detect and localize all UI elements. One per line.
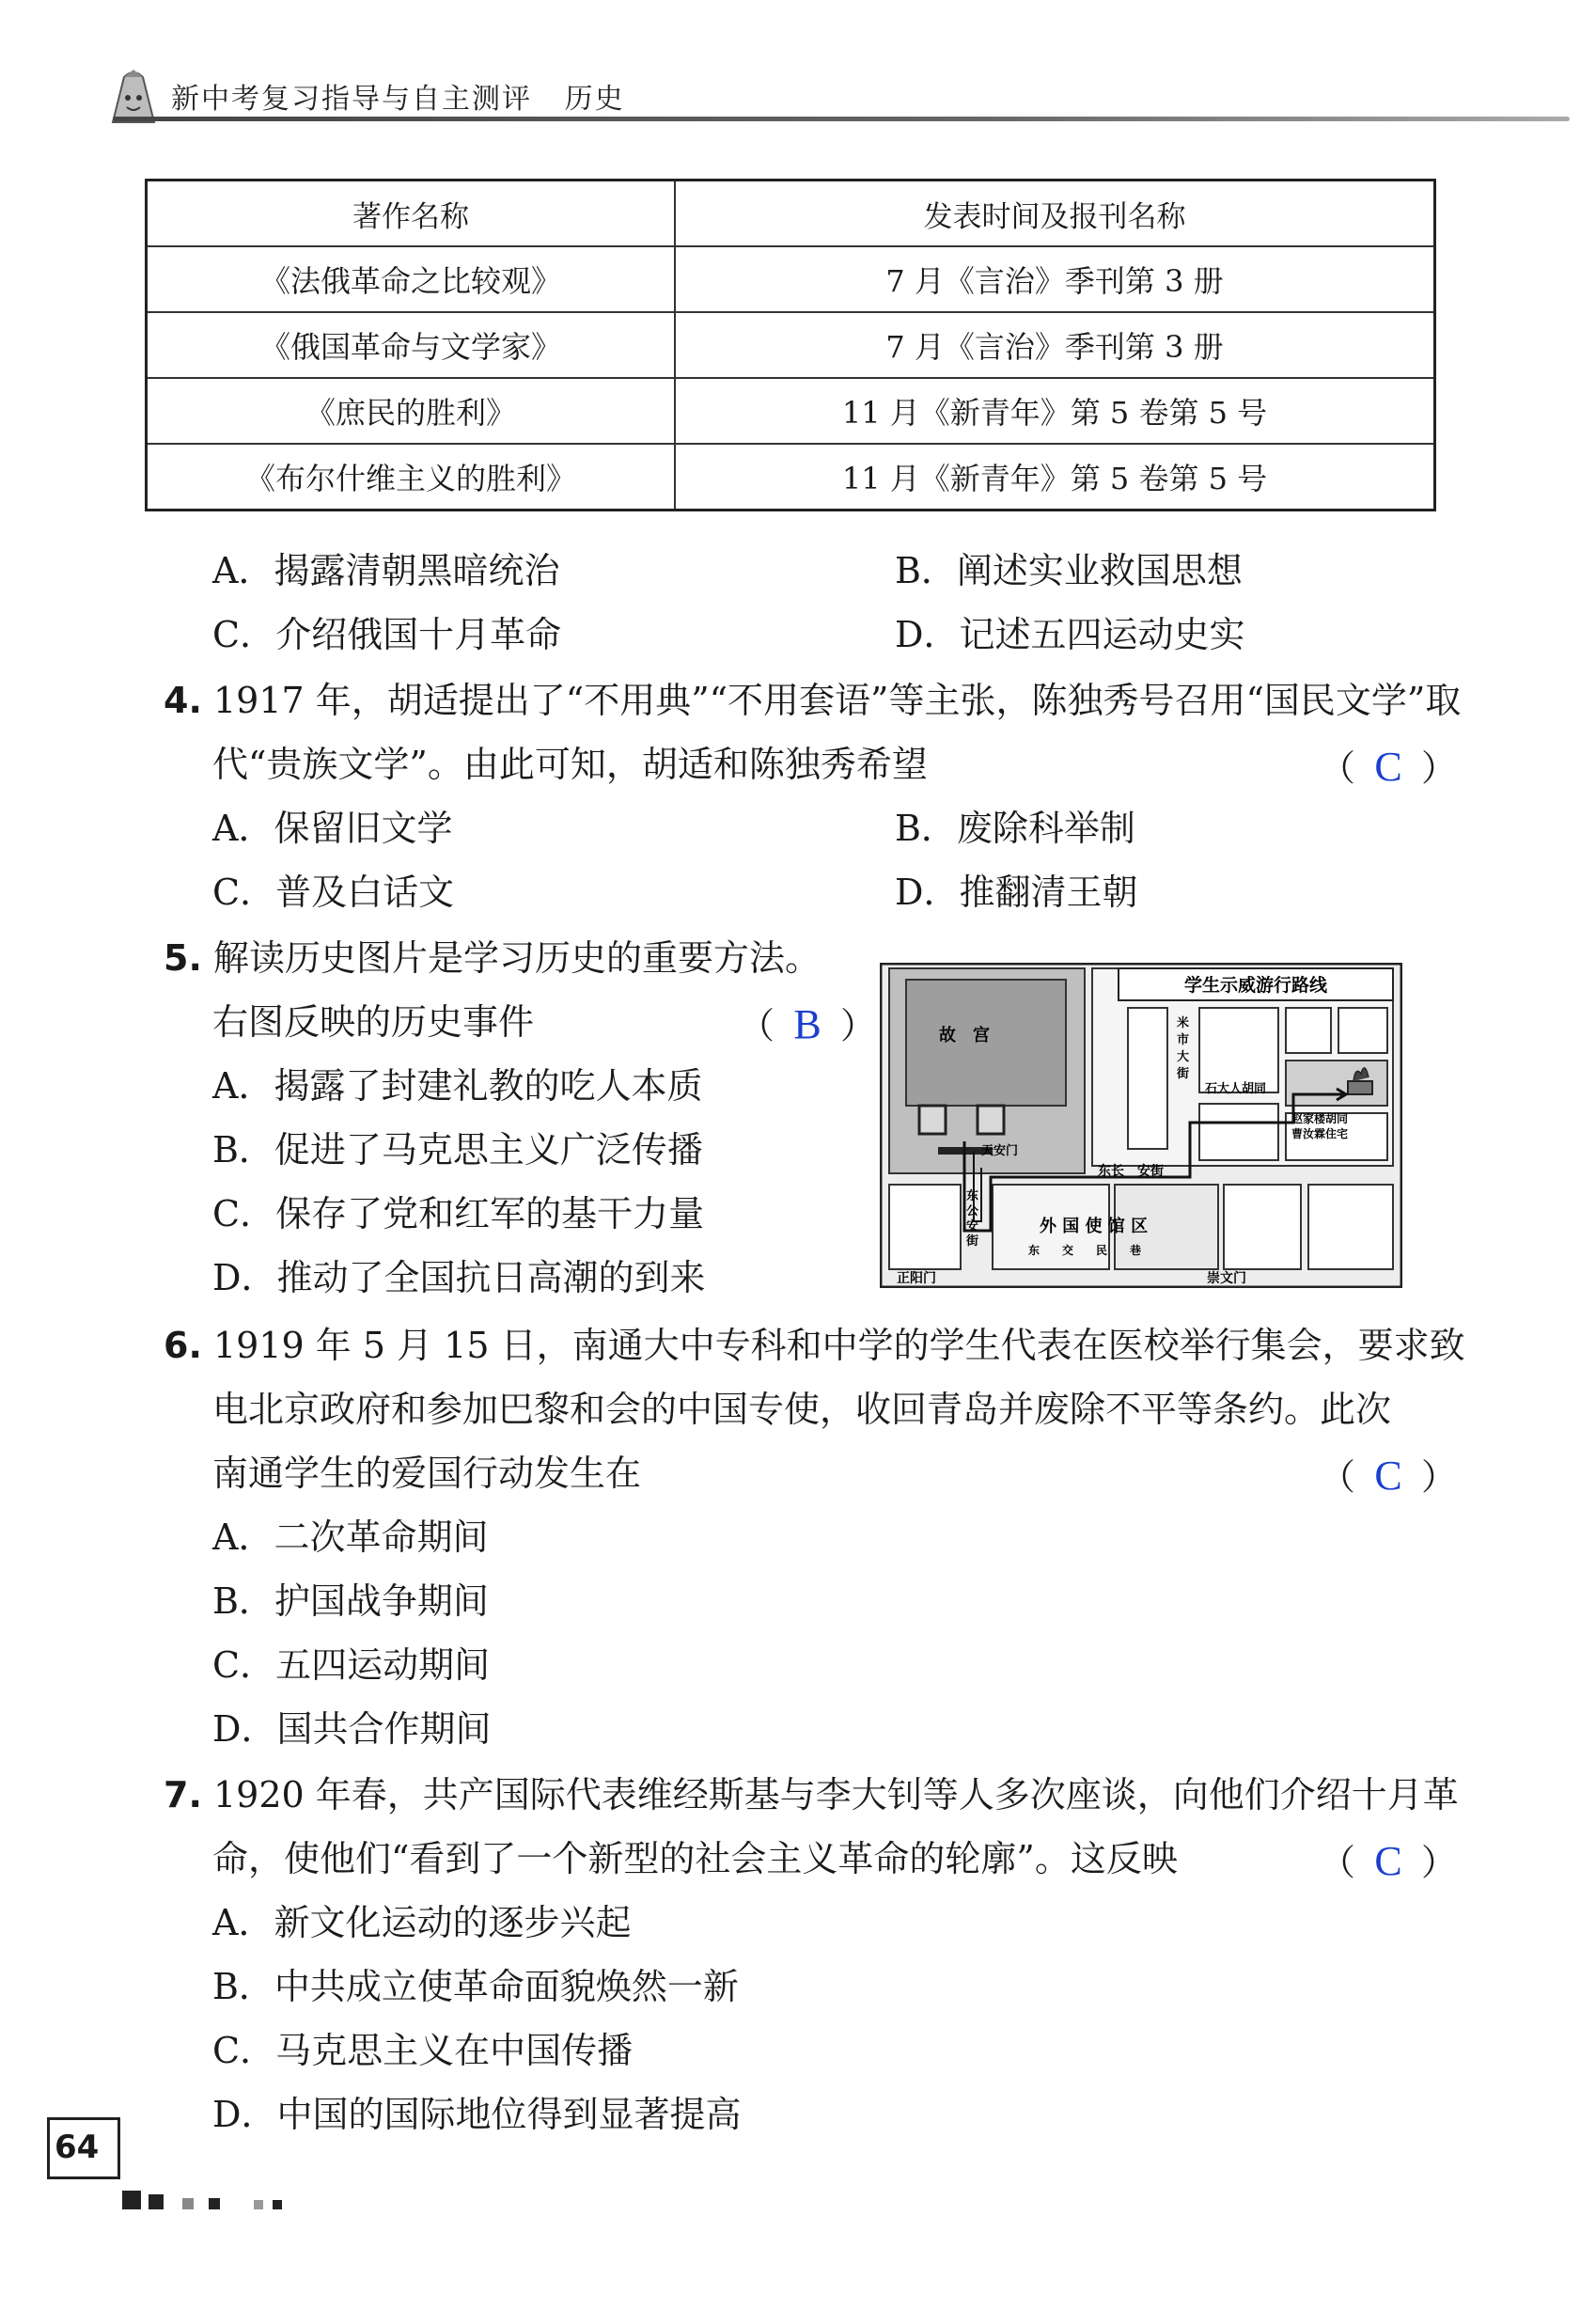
paren-open: （ (739, 1005, 775, 1046)
q4-option-c: C．普及白话文 (212, 872, 455, 913)
block (1286, 1008, 1331, 1053)
table-cell: 11 月《新青年》第 5 卷第 5 号 (675, 378, 1435, 444)
subject-label: 历史 (564, 83, 625, 116)
donggong-char: 东 (966, 1189, 979, 1203)
map-title: 学生示威游行路线 (1183, 975, 1328, 996)
table-cell: 7 月《言治》季刊第 3 册 (675, 312, 1435, 378)
dongchang-street-label: 东长 安街 (1098, 1164, 1164, 1179)
q5-option-c: C．保存了党和红军的基干力量 (212, 1193, 705, 1234)
table-cell: 《布尔什维主义的胜利》 (147, 444, 676, 511)
block (1308, 1185, 1393, 1269)
table-cell: 《法俄革命之比较观》 (147, 246, 676, 312)
q5-option-b: B．促进了马克思主义广泛传播 (212, 1129, 703, 1171)
paren-open: （ (1320, 1456, 1356, 1498)
q6-answer-bracket (1320, 1455, 1457, 1497)
block (1199, 1104, 1278, 1160)
q3-option-b: B．阐述实业救国思想 (895, 550, 1243, 591)
q3-option-a: A．揭露清朝黑暗统治 (212, 550, 560, 591)
q4-number: 4. (164, 680, 202, 721)
donggong-char: 街 (966, 1234, 979, 1249)
paren-close: ） (1421, 1456, 1458, 1498)
q6-text: 1919 年 5 月 15 日，南通大中专科和中学的学生代表在医校举行集会，要求致 (212, 1325, 1465, 1366)
q5-text: 解读历史图片是学习历史的重要方法。 (212, 937, 821, 979)
mishi-char: 市 (1177, 1033, 1190, 1047)
table-cell: 7 月《言治》季刊第 3 册 (675, 246, 1435, 312)
q7-stem-line2: 命，使他们“看到了一个新型的社会主义革命的轮廓”。这反映 (212, 1838, 1178, 1879)
q6-option-d: D．国共合作期间 (212, 1708, 492, 1750)
chongwen-gate-label: 崇文门 (1207, 1271, 1246, 1286)
paren-open: （ (1320, 747, 1356, 789)
q4-option-d: D．推翻清王朝 (895, 872, 1138, 913)
q5-option-a: A．揭露了封建礼教的吃人本质 (212, 1065, 703, 1107)
table-header-cell: 著作名称 (147, 181, 676, 247)
table-row (147, 312, 1435, 378)
paren-close: ） (1421, 1842, 1458, 1883)
mishi-char: 大 (1177, 1050, 1190, 1064)
footer-square-icon (149, 2194, 164, 2209)
q7-text: 1920 年春，共产国际代表维经斯基与李大钊等人多次座谈，向他们介绍十月革 (212, 1774, 1459, 1815)
zhaojialou-line: 赵家楼胡同 (1291, 1112, 1349, 1125)
q6-option-c: C．五四运动期间 (212, 1644, 491, 1686)
q6-answer: C (1374, 1453, 1402, 1499)
donggong-char: 安 (966, 1219, 979, 1234)
q6-stem-line3: 南通学生的爱国行动发生在 (212, 1453, 642, 1494)
mishi-char: 街 (1177, 1067, 1190, 1081)
protest-route-map (880, 963, 1402, 1288)
works-table (145, 179, 1436, 511)
q4-answer-bracket (1320, 746, 1457, 788)
table-cell: 11 月《新青年》第 5 卷第 5 号 (675, 444, 1435, 511)
shidaren-label: 石大人胡同 (1205, 1082, 1267, 1096)
table-header-cell: 发表时间及报刊名称 (675, 181, 1435, 247)
q4-text: 1917 年，胡适提出了“不用典”“不用套语”等主张，陈独秀号召用“国民文学”取 (212, 680, 1462, 721)
tiananmen-label: 天安门 (981, 1144, 1019, 1158)
block (1338, 1008, 1387, 1053)
table-row (147, 378, 1435, 444)
gate-left (919, 1106, 946, 1134)
zhaojialou-line: 曹汝霖住宅 (1291, 1127, 1349, 1140)
q4-option-b: B．废除科举制 (895, 808, 1135, 849)
q4-stem-line1 (164, 680, 1462, 721)
page-number: 64 (55, 2129, 100, 2166)
q7-option-c: C．马克思主义在中国传播 (212, 2030, 634, 2071)
q7-stem-line1 (164, 1774, 1459, 1815)
q6-option-b: B．护国战争期间 (212, 1580, 489, 1622)
block (889, 1185, 961, 1269)
mishi-char: 米 (1177, 1016, 1190, 1030)
paren-close: ） (1421, 747, 1458, 789)
q7-option-b: B．中共成立使革命面貌焕然一新 (212, 1966, 739, 2007)
q6-number: 6. (164, 1325, 202, 1366)
footer-square-icon (254, 2200, 263, 2209)
q6-stem-line1 (164, 1325, 1465, 1366)
table-header-row (147, 181, 1435, 247)
block (1224, 1185, 1301, 1269)
q7-answer-bracket (1320, 1838, 1458, 1884)
header-rule (113, 117, 1570, 121)
q5-option-d: D．推动了全国抗日高潮的到来 (212, 1257, 706, 1298)
q5-answer: B (793, 1001, 821, 1047)
q6-stem-line2: 电北京政府和参加巴黎和会的中国专使，收回青岛并废除不平等条约。此次 (212, 1389, 1392, 1430)
table-row (147, 444, 1435, 511)
footer-square-icon (273, 2200, 282, 2209)
footer-square-icon (182, 2198, 194, 2209)
dongjiao-lane-label: 东 交 民 巷 (1028, 1244, 1142, 1257)
legation-quarter-label: 外 国 使 馆 区 (1040, 1217, 1149, 1236)
q5-stem-line2: 右图反映的历史事件 (212, 1001, 535, 1043)
paren-close: ） (840, 1005, 877, 1046)
donggong-char: 公 (966, 1204, 979, 1218)
block (1199, 1008, 1278, 1092)
block (1128, 1008, 1167, 1149)
q4-stem-line2: 代“贵族文学”。由此可知，胡适和陈独秀希望 (212, 744, 928, 785)
q4-answer: C (1374, 744, 1402, 790)
q5-number: 5. (164, 937, 202, 979)
q5-stem-line1 (164, 937, 821, 979)
q3-option-d: D．记述五四运动史实 (895, 614, 1245, 655)
q7-option-a: A．新文化运动的逐步兴起 (212, 1902, 632, 1943)
header-title (171, 75, 625, 117)
paren-open: （ (1320, 1842, 1356, 1883)
footer-square-icon (209, 2198, 220, 2209)
q7-number: 7. (164, 1774, 202, 1815)
zhengyang-gate-label: 正阳门 (897, 1271, 936, 1286)
book-title: 新中考复习指导与自主测评 (171, 83, 532, 116)
q7-option-d: D．中国的国际地位得到显著提高 (212, 2094, 742, 2135)
footer-square-icon (122, 2191, 141, 2209)
table-cell: 《俄国革命与文学家》 (147, 312, 676, 378)
q6-option-a: A．二次革命期间 (212, 1516, 489, 1558)
q4-option-a: A．保留旧文学 (212, 808, 453, 849)
q5-answer-bracket (739, 1001, 877, 1047)
table-row (147, 246, 1435, 312)
gate-right (978, 1106, 1004, 1134)
gugong-label: 故 宫 (939, 1026, 990, 1045)
table-cell: 《庶民的胜利》 (147, 378, 676, 444)
q7-answer: C (1374, 1838, 1402, 1884)
q3-option-c: C．介绍俄国十月革命 (212, 614, 562, 655)
